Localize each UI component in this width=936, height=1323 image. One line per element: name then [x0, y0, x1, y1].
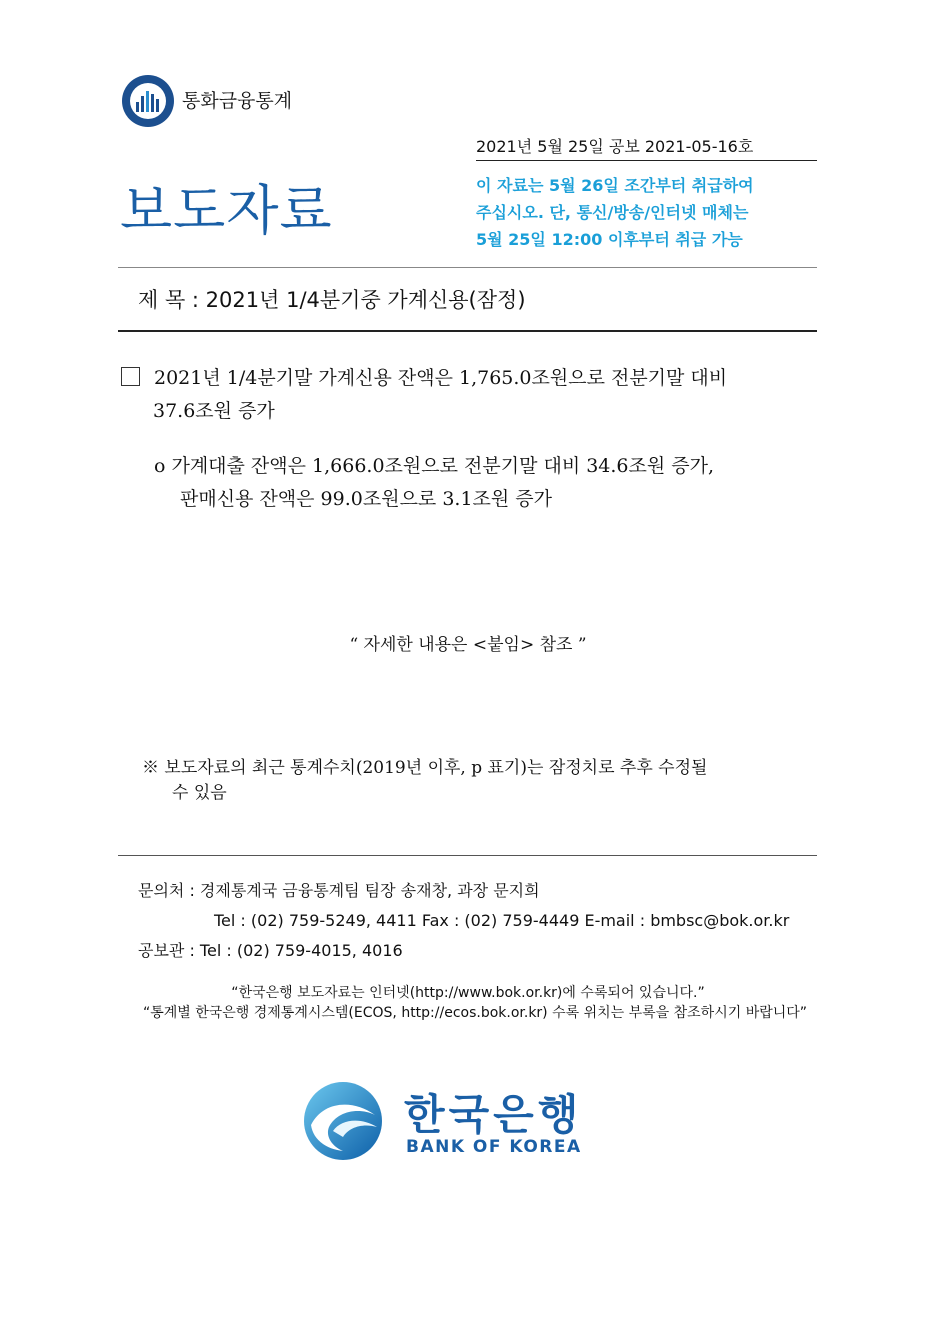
subject-line: 제 목 : 2021년 1/4분기중 가계신용(잠정): [138, 288, 526, 312]
statistics-seal-icon: [121, 74, 175, 128]
divider: [118, 330, 817, 332]
page-title: 보도자료: [120, 179, 333, 242]
bullet-text: 2021년 1/4분기말 가계신용 잔액은 1,765.0조원으로 전분기말 대비: [154, 367, 728, 389]
release-info: 2021년 5월 25일 공보 2021-05-16호: [476, 134, 817, 161]
agency-label: 통화금융통계: [182, 90, 293, 112]
bullet-text: 판매신용 잔액은 99.0조원으로 3.1조원 증가: [180, 488, 552, 510]
footnote: [142, 756, 818, 806]
press-contact: 공보관 : Tel : (02) 759-4015, 4016: [138, 941, 403, 960]
divider: [118, 267, 817, 268]
embargo-notice: [476, 172, 754, 253]
reference-note: “ 자세한 내용은 <붙임> 참조 ”: [349, 635, 587, 655]
summary-bullet: [121, 362, 821, 428]
divider: [118, 855, 817, 856]
checkbox-bullet-icon: [121, 367, 140, 386]
inquiry-phone: Tel : (02) 759-5249, 4411 Fax : (02) 759-4449 E-mail : bmbsc@bok.or.kr: [214, 911, 790, 930]
bank-name-korean: 한국은행: [404, 1090, 583, 1139]
embargo-line: 5월 25일 12:00 이후부터 취급 가능: [476, 230, 743, 249]
footer-line: “통계별 한국은행 경제통계시스템(ECOS, http://ecos.bok.or.kr) 수록 위치는 부록을 참조하시기 바랍니다”: [142, 1005, 808, 1021]
bullet-text: 37.6조원 증가: [153, 400, 275, 422]
bank-name-english: BANK OF KOREA: [406, 1137, 582, 1157]
footnote-text: ※ 보도자료의 최근 통계수치(2019년 이후, p 표기)는 잠정치로 추후 수정될: [142, 758, 708, 778]
footer-notes: [0, 983, 936, 1023]
embargo-line: 이 자료는 5월 26일 조간부터 취급하여: [476, 176, 754, 195]
footnote-text: 수 있음: [172, 783, 227, 803]
embargo-line: 주십시오. 단, 통신/방송/인터넷 매체는: [476, 203, 749, 222]
contact-block: [138, 876, 789, 966]
sub-bullet: [154, 450, 819, 516]
bullet-text: o 가계대출 잔액은 1,666.0조원으로 전분기말 대비 34.6조원 증가,: [154, 455, 715, 477]
footer-line: “한국은행 보도자료는 인터넷(http://www.bok.or.kr)에 수록되어 있습니다.”: [231, 985, 705, 1001]
inquiry-contact: 문의처 : 경제통계국 금융통계팀 팀장 송재창, 과장 문지희: [138, 881, 540, 900]
bank-of-korea-emblem-icon: [303, 1081, 383, 1161]
